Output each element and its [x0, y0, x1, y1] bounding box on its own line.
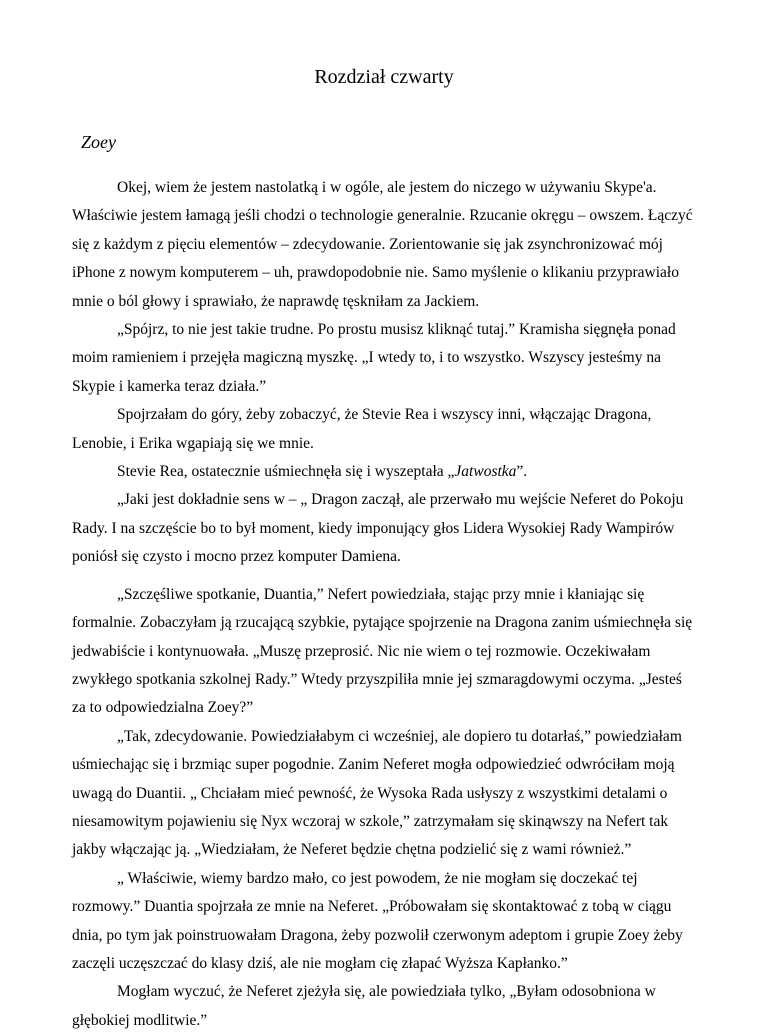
paragraph-5: „Jaki jest dokładnie sens w – „ Dragon zaczął, ale przerwało mu wejście Neferet do Pokoju Rady. I na szczęście bo to był moment, kiedy imponujący głos Lidera Wysokiej Rady Wampirów poniósł się czysto i mocno przez komputer Damiena. — [72, 491, 684, 566]
paragraph-3: Spojrzałam do góry, żeby zobaczyć, że Stevie Rea i wszyscy inni, włączając Dragona, Lenobie, i Erika wgapiają się we mnie. — [72, 406, 652, 452]
chapter-title: Rozdział czwarty — [314, 66, 454, 88]
paragraph-4 — [72, 458, 698, 486]
paragraph-4-before: Stevie Rea, ostatecznie uśmiechnęła się i wyszeptała „ — [117, 463, 455, 481]
paragraph-9: Mogłam wyczuć, że Neferet zjeżyła się, ale powiedziała tylko, „Byłam odosobniona w głębokiej modlitwie.” — [72, 983, 656, 1029]
paragraph-4-italic: Jatwostka — [454, 463, 517, 481]
paragraph-4-after: ”. — [516, 463, 528, 481]
paragraph-7: „Tak, zdecydowanie. Powiedziałabym ci wcześniej, ale dopiero tu dotarłaś,” powiedziałam uśmiechając się i brzmiąc super pogodnie. Zanim Neferet mogła odpowiedzieć odwróciłam moją uwagą do Duantii. „ Chciałam mieć pewność, że Wysoka Rada usłyszy z wszystkimi detalami o niesamowitym pojawieniu się Nyx wczoraj w szkole,” zatrzymałam się skinąwszy na Nefert tak jakby włączając ją. „Wiedziałam, że Neferet będzie chętna podzielić się z wami również.” — [72, 727, 682, 859]
paragraph-2: „Spójrz, to nie jest takie trudne. Po prostu musisz kliknąć tutaj.” Kramisha sięgnęła ponad moim ramieniem i przejęła magiczną myszkę. „I wtedy to, i to wszystko. Wszyscy jesteśmy na Skypie i kamerka teraz działa.” — [72, 321, 676, 395]
chapter-body — [72, 174, 698, 1035]
paragraph-6: „Szczęśliwe spotkanie, Duantia,” Nefert powiedziała, stając przy mnie i kłaniając się formalnie. Zobaczyłam ją rzucającą szybkie, pytające spojrzenie na Dragona zanim uśmiechnęła się jedwabiście i kontynuowała. „Muszę przeprosić. Nic nie wiem o tej rozmowie. Oczekiwałam zwykłego spotkania szkolnej Rady.” Wtedy przyszpiliła mnie jej szmaragdowymi oczyma. „Jesteś za to odpowiedzialna Zoey?” — [72, 585, 693, 717]
pov-heading: Zoey — [81, 132, 116, 152]
paragraph-8: „ Właściwie, wiemy bardzo mało, co jest powodem, że nie mogłam się doczekać tej rozmowy.” Duantia spojrzała ze mnie na Neferet. „Próbowałam się skontaktować z tobą w ciągu dnia, po tym jak poinstruowałam Dragona, żeby pozwolił czerwonym adeptom i grupie Zoey żeby zaczęli uczęszczać do klasy dziś, ale nie mogłam cię złapać Wyższa Kapłanko.” — [72, 869, 683, 972]
paragraph-1: Okej, wiem że jestem nastolatką i w ogóle, ale jestem do niczego w używaniu Skype'a. Właściwie jestem łamagą jeśli chodzi o technologie generalnie. Rzucanie okręgu – owszem. Łączyć się z każdym z pięciu elementów – zdecydowanie. Zorientowanie się jak zsynchronizować mój iPhone z nowym komputerem – uh, prawdopodobnie nie. Samo myślenie o klikaniu przyprawiało mnie o ból głowy i sprawiało, że naprawdę tęskniłam za Jackiem. — [72, 179, 693, 310]
